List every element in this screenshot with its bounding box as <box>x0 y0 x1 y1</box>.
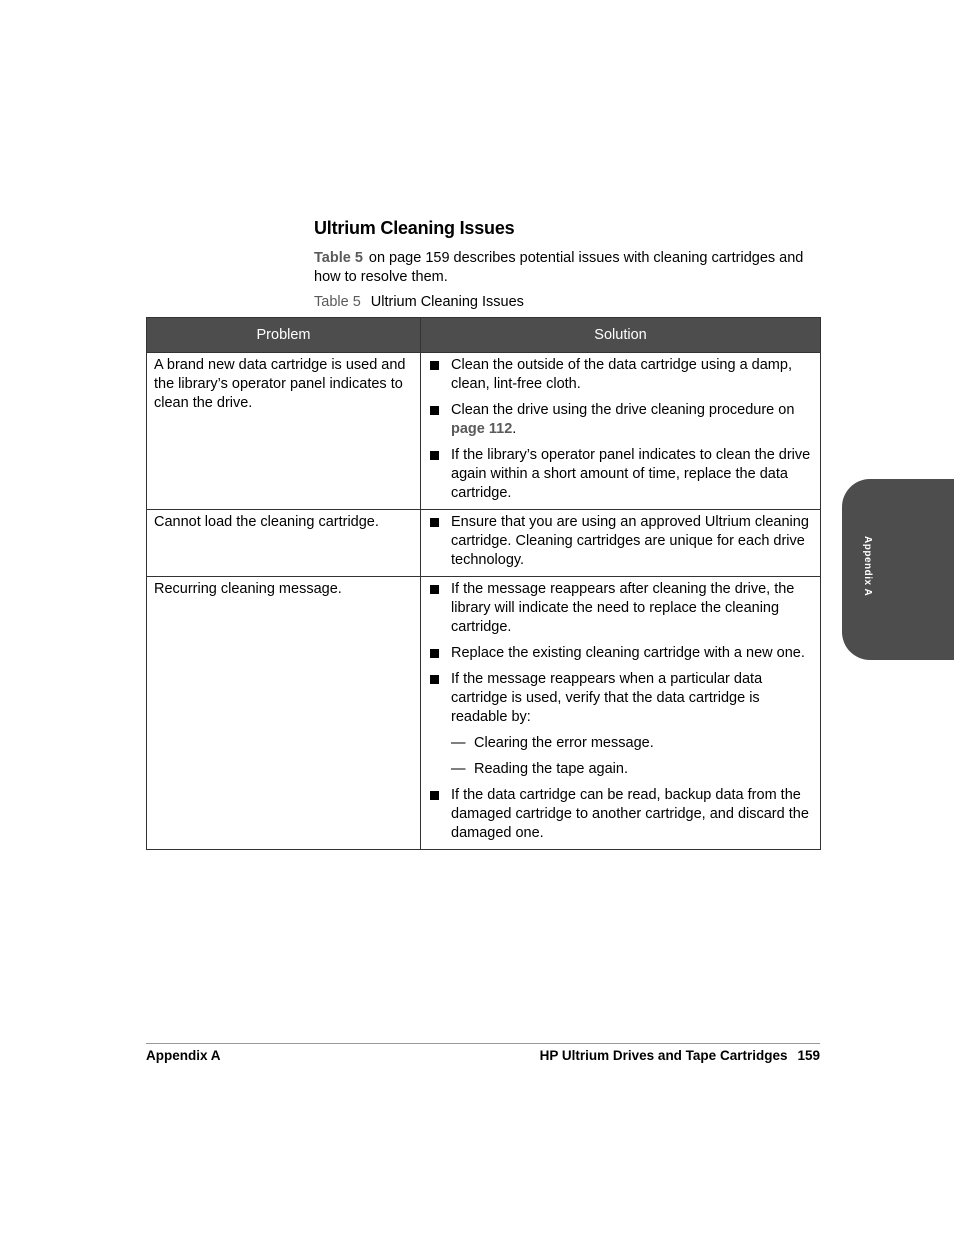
table-caption-label: Table 5 <box>314 294 361 310</box>
solution-list <box>428 513 813 570</box>
solution-cell <box>421 510 821 577</box>
solution-item: Ensure that you are using an approved Ultrium cleaning cartridge. Cleaning cartridges are unique for each drive technology. <box>428 513 813 570</box>
table-row <box>147 353 821 510</box>
page-number: 159 <box>797 1048 820 1063</box>
column-header-solution: Solution <box>421 318 821 353</box>
table-row <box>147 577 821 850</box>
solution-list <box>428 356 813 503</box>
problem-cell: Recurring cleaning message. <box>147 577 421 850</box>
solution-list <box>428 580 813 843</box>
solution-item-text: Clean the drive using the drive cleaning procedure on <box>451 402 795 418</box>
section-heading: Ultrium Cleaning Issues <box>314 218 515 238</box>
solution-item: Replace the existing cleaning cartridge with a new one. <box>428 644 813 663</box>
solution-item: Clean the outside of the data cartridge using a damp, clean, lint-free cloth. <box>428 356 813 394</box>
solution-item: If the message reappears after cleaning the drive, the library will indicate the need to replace the cleaning cartridge. <box>428 580 813 637</box>
problem-cell: A brand new data cartridge is used and the library’s operator panel indicates to clean the drive. <box>147 353 421 510</box>
appendix-tab-label: Appendix A <box>862 536 873 597</box>
em-dash-marker: — <box>451 735 466 751</box>
solution-subitem <box>428 734 813 753</box>
problem-cell: Cannot load the cleaning cartridge. <box>147 510 421 577</box>
intro-text: on page 159 describes potential issues with cleaning cartridges and how to resolve them. <box>314 250 804 285</box>
table-caption <box>314 294 524 310</box>
footer-divider <box>146 1043 820 1044</box>
solution-item: If the data cartridge can be read, backup data from the damaged cartridge to another cartridge, and discard the damaged one. <box>428 786 813 843</box>
solution-subitem <box>428 760 813 779</box>
solution-item: If the library’s operator panel indicates to clean the drive again within a short amount of time, replace the data cartridge. <box>428 446 813 503</box>
appendix-thumb-tab <box>842 479 954 660</box>
solution-item: If the message reappears when a particular data cartridge is used, verify that the data cartridge is readable by: <box>428 670 813 727</box>
solution-subitem-text: Reading the tape again. <box>474 761 628 777</box>
page-cross-reference[interactable]: page 112 <box>451 421 513 437</box>
solution-cell <box>421 353 821 510</box>
intro-paragraph <box>314 249 814 287</box>
table-cross-reference[interactable]: Table 5 <box>314 250 363 266</box>
solution-cell <box>421 577 821 850</box>
table-header-row <box>147 318 821 353</box>
table-row <box>147 510 821 577</box>
footer-chapter: Appendix A <box>146 1048 221 1063</box>
cleaning-issues-table <box>146 317 821 850</box>
solution-subitem-text: Clearing the error message. <box>474 735 654 751</box>
footer-title-text: HP Ultrium Drives and Tape Cartridges <box>539 1048 788 1063</box>
em-dash-marker: — <box>451 761 466 777</box>
solution-item <box>428 401 813 439</box>
table-caption-title: Ultrium Cleaning Issues <box>370 294 524 310</box>
solution-item-punct: . <box>512 421 517 437</box>
column-header-problem: Problem <box>147 318 421 353</box>
footer-book-title <box>540 1048 820 1063</box>
